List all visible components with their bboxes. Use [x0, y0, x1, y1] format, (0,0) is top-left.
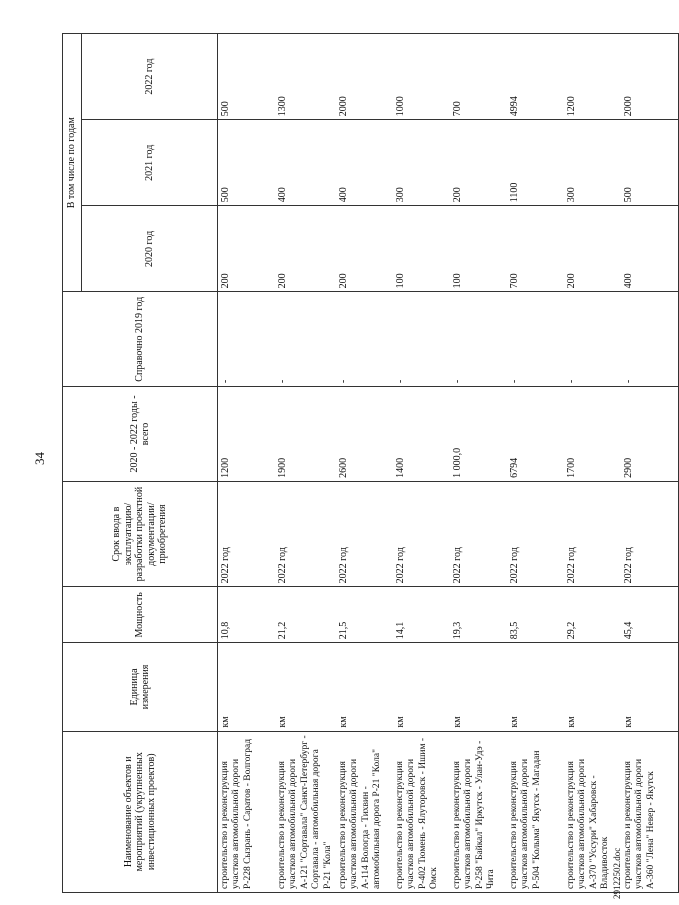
row-2022: 1200	[564, 34, 621, 120]
row-deadline: 2022 год	[218, 481, 276, 586]
header-unit: Единица измерения	[63, 643, 218, 731]
row-capacity: 14,1	[393, 587, 450, 643]
row-ref2019: -	[275, 292, 336, 387]
footer-filename: 29122502.doc	[612, 847, 622, 899]
row-total: 1900	[275, 387, 336, 482]
row-name: строительство и реконструкция участков автомобильной дороги Р-258 "Байкал" Иркутск - Улан-Удэ - Чита	[450, 731, 507, 892]
row-deadline: 2022 год	[336, 481, 393, 586]
row-name: строительство и реконструкция участков автомобильной дороги А-114 Вологда - Тихвин - автомобильная дорога Р-21 "Кола"	[336, 731, 393, 892]
row-ref2019: -	[336, 292, 393, 387]
row-unit: км	[336, 643, 393, 731]
row-deadline: 2022 год	[450, 481, 507, 586]
row-deadline: 2022 год	[275, 481, 336, 586]
table-row	[507, 34, 564, 893]
row-ref2019: -	[393, 292, 450, 387]
row-2020: 200	[336, 206, 393, 292]
table-row	[564, 34, 621, 893]
row-2020: 200	[275, 206, 336, 292]
row-2021: 300	[393, 120, 450, 206]
investment-table	[62, 33, 679, 893]
row-unit: км	[564, 643, 621, 731]
row-unit: км	[621, 643, 679, 731]
row-2022: 1300	[275, 34, 336, 120]
table-row	[218, 34, 276, 893]
row-total: 6794	[507, 387, 564, 482]
row-2022: 2000	[336, 34, 393, 120]
row-ref2019: -	[218, 292, 276, 387]
row-name: строительство и реконструкция участков автомобильной дороги Р-504 "Колыма" Якутск - Магадан	[507, 731, 564, 892]
row-deadline: 2022 год	[393, 481, 450, 586]
row-name: строительство и реконструкция участков автомобильной дороги А-370 "Уссури" Хабаровск - Владивосток	[564, 731, 621, 892]
row-2020: 200	[564, 206, 621, 292]
row-total: 2600	[336, 387, 393, 482]
header-2020: 2020 год	[82, 206, 218, 292]
row-2021: 500	[218, 120, 276, 206]
row-capacity: 45,4	[621, 587, 679, 643]
row-capacity: 29,2	[564, 587, 621, 643]
row-capacity: 21,2	[275, 587, 336, 643]
table-row	[621, 34, 679, 893]
row-deadline: 2022 год	[507, 481, 564, 586]
row-2022: 700	[450, 34, 507, 120]
row-2021: 500	[621, 120, 679, 206]
row-2020: 200	[218, 206, 276, 292]
row-unit: км	[218, 643, 276, 731]
row-capacity: 10,8	[218, 587, 276, 643]
row-deadline: 2022 год	[564, 481, 621, 586]
row-capacity: 19,3	[450, 587, 507, 643]
table-row	[393, 34, 450, 893]
header-capacity: Мощность	[63, 587, 218, 643]
row-unit: км	[507, 643, 564, 731]
row-capacity: 83,5	[507, 587, 564, 643]
header-2022: 2022 год	[82, 34, 218, 120]
row-2020: 100	[450, 206, 507, 292]
row-2022: 500	[218, 34, 276, 120]
row-name: строительство и реконструкция участков автомобильной дороги Р-228 Сызрань - Саратов - Волгоград	[218, 731, 276, 892]
row-unit: км	[450, 643, 507, 731]
row-2021: 200	[450, 120, 507, 206]
row-total: 1700	[564, 387, 621, 482]
header-including: В том числе по годам	[63, 34, 82, 292]
row-deadline: 2022 год	[621, 481, 679, 586]
row-ref2019: -	[450, 292, 507, 387]
row-2021: 1100	[507, 120, 564, 206]
header-2021: 2021 год	[82, 120, 218, 206]
row-2020: 100	[393, 206, 450, 292]
header-total: 2020 - 2022 годы - всего	[63, 387, 218, 482]
header-deadline: Срок ввода в эксплуатацию/ разработки проектной документации/ приобретения	[63, 481, 218, 586]
row-2021: 400	[275, 120, 336, 206]
row-ref2019: -	[621, 292, 679, 387]
row-total: 1 000,0	[450, 387, 507, 482]
row-name: строительство и реконструкция участков автомобильной дороги Р-402 Тюмень - Ялуторовск - Ишим - Омск	[393, 731, 450, 892]
row-unit: км	[393, 643, 450, 731]
row-name: строительство и реконструкция участков автомобильной дороги А-121 "Сортавала" Санкт-Петербург - Сортавала - автомобильная дорога Р-21 "Кола"	[275, 731, 336, 892]
row-unit: км	[275, 643, 336, 731]
row-total: 1400	[393, 387, 450, 482]
row-2020: 700	[507, 206, 564, 292]
table-row	[275, 34, 336, 893]
row-ref2019: -	[507, 292, 564, 387]
row-2021: 300	[564, 120, 621, 206]
header-ref2019: Справочно 2019 год	[63, 292, 218, 387]
row-2022: 4994	[507, 34, 564, 120]
row-total: 1200	[218, 387, 276, 482]
table-row	[450, 34, 507, 893]
row-2021: 400	[336, 120, 393, 206]
header-name: Наименование объектов и мероприятий (укрупненных инвестиционных проектов)	[63, 731, 218, 892]
table-row	[336, 34, 393, 893]
row-2022: 1000	[393, 34, 450, 120]
row-name: строительство и реконструкция участков автомобильной дороги А-360 "Лена" Невер - Якутск	[621, 731, 679, 892]
row-2020: 400	[621, 206, 679, 292]
row-capacity: 21,5	[336, 587, 393, 643]
row-total: 2900	[621, 387, 679, 482]
row-ref2019: -	[564, 292, 621, 387]
row-2022: 2000	[621, 34, 679, 120]
page-number: 34	[32, 452, 47, 465]
